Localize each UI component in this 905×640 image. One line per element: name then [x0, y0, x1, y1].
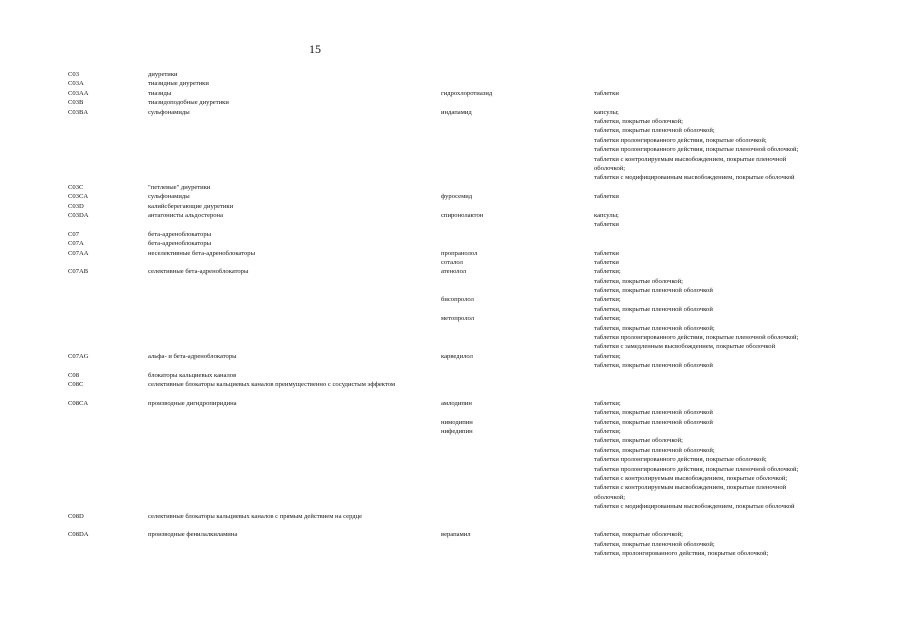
- drug-name: атенолол: [441, 268, 467, 276]
- table-row: [68, 183, 868, 192]
- dosage-form-line: таблетки, покрытые пленочной оболочкой;: [594, 540, 715, 548]
- dosage-form-line: таблетки: [594, 258, 619, 266]
- pharmacological-group: тиазиды: [148, 89, 172, 97]
- atc-code: C08C: [68, 381, 84, 389]
- dosage-forms: [594, 211, 884, 230]
- pharmacological-group: тиазидоподобные диуретики: [148, 99, 229, 107]
- pharmacological-group: производные дигидропиридина: [148, 399, 237, 407]
- page-number: 15: [309, 42, 321, 56]
- dosage-form-line: таблетки;: [594, 296, 621, 304]
- dosage-form-line: таблетки, покрытые пленочной оболочкой: [594, 287, 713, 295]
- table-row: [68, 530, 868, 558]
- table-row: [68, 211, 868, 230]
- table-row: [68, 512, 868, 531]
- table-row: [68, 70, 868, 79]
- dosage-forms: [594, 108, 884, 183]
- dosage-form-line: таблетки, покрытые пленочной оболочкой;: [594, 446, 715, 454]
- atc-code: C03BA: [68, 108, 89, 116]
- dosage-form-line: таблетки, покрытые оболочкой;: [594, 117, 683, 125]
- pharmacological-group: селективные бета-адреноблокаторы: [148, 268, 249, 276]
- dosage-form-line: оболочкой;: [594, 493, 626, 501]
- dosage-form-line: таблетки, покрытые пленочной оболочкой: [594, 418, 713, 426]
- table-row: [68, 239, 868, 248]
- table-row: [68, 314, 868, 352]
- pharmacological-group: "петлевые" диуретики: [148, 183, 211, 191]
- atc-code: C03B: [68, 99, 84, 107]
- dosage-forms: [594, 314, 884, 352]
- drug-name: пропранолол: [441, 249, 478, 257]
- pharmacological-group: неселективные бета-адреноблокаторы: [148, 249, 256, 257]
- dosage-form-line: таблетки с контролируемым высвобождением, покрытые пленочной: [594, 484, 787, 492]
- drug-name: гидрохлоротиазид: [441, 89, 493, 97]
- drug-name: метопролол: [441, 315, 475, 323]
- dosage-form-line: таблетки с контролируемым высвобождением, покрытые пленочной: [594, 155, 787, 163]
- medication-classification-table: [68, 70, 868, 559]
- dosage-form-line: таблетки: [594, 193, 619, 201]
- pharmacological-group: селективные блокаторы кальциевых каналов преимущественно с сосудистым эффектом: [148, 381, 396, 389]
- table-row: [68, 295, 868, 314]
- atc-code: C07: [68, 230, 79, 238]
- pharmacological-group: бета-адреноблокаторы: [148, 230, 212, 238]
- table-row: [68, 427, 868, 512]
- dosage-form-line: таблетки с модифицированным высвобождением, покрытые оболочкой: [594, 174, 795, 182]
- dosage-form-line: таблетки пролонгированного действия, покрытые пленочной оболочкой;: [594, 146, 799, 154]
- dosage-forms: [594, 352, 884, 371]
- pharmacological-group: блокаторы кальциевых каналов: [148, 371, 237, 379]
- pharmacological-group: селективные блокаторы кальциевых каналов с прямым действием на сердце: [148, 512, 363, 520]
- drug-name: нимодипин: [441, 418, 473, 426]
- pharmacological-group: сульфонамиды: [148, 108, 190, 116]
- drug-name: фуросемид: [441, 193, 473, 201]
- atc-code: C08CA: [68, 399, 89, 407]
- atc-code: C07A: [68, 240, 84, 248]
- dosage-form-line: таблетки;: [594, 428, 621, 436]
- atc-code: C07AA: [68, 249, 89, 257]
- dosage-forms: [594, 249, 884, 258]
- dosage-form-line: таблетки с модифицированным высвобождением, покрытые оболочкой: [594, 503, 795, 511]
- dosage-form-line: капсулы;: [594, 211, 619, 219]
- pharmacological-group: бета-адреноблокаторы: [148, 240, 212, 248]
- dosage-form-line: таблетки;: [594, 399, 621, 407]
- dosage-form-line: таблетки;: [594, 268, 621, 276]
- dosage-forms: [594, 267, 884, 295]
- drug-name: индапамид: [441, 108, 472, 116]
- dosage-forms: [594, 418, 884, 427]
- table-row: [68, 89, 868, 98]
- table-row: [68, 230, 868, 239]
- dosage-forms: [594, 89, 884, 98]
- atc-code: C03: [68, 71, 79, 78]
- drug-name: амлодипин: [441, 399, 472, 407]
- dosage-form-line: таблетки с контролируемым высвобождением, покрытые оболочкой;: [594, 475, 788, 483]
- pharmacological-group: сульфонамиды: [148, 193, 190, 201]
- pharmacological-group: альфа- и бета-адреноблокаторы: [148, 352, 237, 360]
- dosage-form-line: таблетки, покрытые пленочной оболочкой: [594, 305, 713, 313]
- dosage-forms: [594, 258, 884, 267]
- drug-name: соталол: [441, 258, 463, 266]
- atc-code: C03DA: [68, 211, 89, 219]
- table-row: [68, 267, 868, 295]
- dosage-forms: [594, 399, 884, 418]
- pharmacological-group: антагонисты альдостерона: [148, 211, 224, 219]
- drug-name: нифедипин: [441, 428, 473, 436]
- dosage-form-line: оболочкой;: [594, 165, 626, 172]
- table-row: [68, 192, 868, 201]
- dosage-form-line: таблетки, покрытые пленочной оболочкой;: [594, 127, 715, 135]
- dosage-forms: [594, 427, 884, 512]
- drug-name: спиронолактон: [441, 211, 484, 219]
- dosage-forms: [594, 295, 884, 314]
- pharmacological-group: калийсберегающие диуретики: [148, 202, 234, 210]
- dosage-form-line: таблетки, покрытые пленочной оболочкой: [594, 362, 713, 370]
- atc-code: C07AG: [68, 352, 89, 360]
- dosage-form-line: таблетки, пролонгированного действия, покрытые оболочкой;: [594, 550, 769, 558]
- atc-code: C08D: [68, 512, 84, 520]
- dosage-form-line: таблетки пролонгированного действия, покрытые пленочной оболочкой;: [594, 465, 799, 473]
- table-row: [68, 202, 868, 211]
- dosage-form-line: таблетки, покрытые оболочкой;: [594, 277, 683, 285]
- dosage-form-line: таблетки, покрытые пленочной оболочкой: [594, 409, 713, 417]
- table-row: [68, 399, 868, 418]
- dosage-form-line: таблетки: [594, 89, 619, 97]
- atc-code: C03C: [68, 183, 84, 191]
- table-row: [68, 352, 868, 371]
- dosage-form-line: таблетки;: [594, 352, 621, 360]
- table-row: [68, 108, 868, 183]
- dosage-form-line: таблетки пролонгированного действия, покрытые оболочкой;: [594, 456, 767, 464]
- drug-name: верапамил: [441, 531, 471, 539]
- atc-code: C03D: [68, 202, 84, 210]
- table-row: [68, 371, 868, 380]
- atc-code: C03A: [68, 80, 84, 88]
- atc-code: C08DA: [68, 531, 89, 539]
- drug-name: бисопролол: [441, 296, 474, 304]
- dosage-form-line: таблетки;: [594, 315, 621, 323]
- table-row: [68, 418, 868, 427]
- pharmacological-group: тиазидные диуретики: [148, 80, 209, 88]
- pharmacological-group: производные фенилалкиламина: [148, 531, 238, 539]
- dosage-form-line: таблетки с замедленным высвобождением, покрытые оболочкой: [594, 343, 776, 351]
- table-row: [68, 79, 868, 88]
- drug-name: карведилол: [441, 352, 473, 360]
- dosage-form-line: таблетки пролонгированного действия, покрытые оболочкой;: [594, 136, 767, 144]
- atc-code: C03CA: [68, 193, 89, 201]
- dosage-forms: [594, 192, 884, 201]
- dosage-form-line: таблетки, покрытые оболочкой;: [594, 437, 683, 445]
- atc-code: C07AB: [68, 268, 89, 276]
- dosage-form-line: капсулы;: [594, 108, 619, 116]
- pharmacological-group: диуретики: [148, 71, 178, 78]
- dosage-form-line: таблетки: [594, 249, 619, 257]
- dosage-form-line: таблетки пролонгированного действия, покрытые пленочной оболочкой;: [594, 334, 799, 342]
- atc-code: C03AA: [68, 89, 89, 97]
- dosage-form-line: таблетки, покрытые оболочкой;: [594, 531, 683, 539]
- table-row: [68, 98, 868, 107]
- table-row: [68, 380, 868, 399]
- dosage-form-line: таблетки, покрытые пленочной оболочкой;: [594, 324, 715, 332]
- table-row: [68, 258, 868, 267]
- dosage-form-line: таблетки: [594, 221, 619, 229]
- atc-code: C08: [68, 371, 79, 379]
- dosage-forms: [594, 530, 884, 558]
- table-row: [68, 249, 868, 258]
